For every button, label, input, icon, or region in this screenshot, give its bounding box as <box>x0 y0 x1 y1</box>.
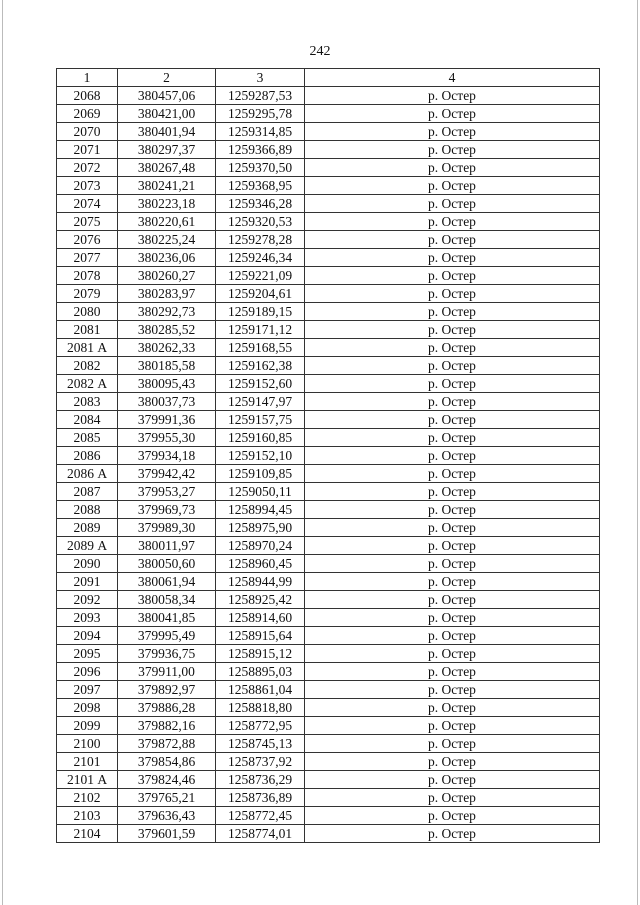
y-coordinate-cell: 1259287,53 <box>216 87 305 105</box>
x-coordinate-cell: 379989,30 <box>118 519 216 537</box>
y-coordinate-cell: 1258915,12 <box>216 645 305 663</box>
table-row <box>57 807 600 825</box>
column-header: 2 <box>118 69 216 87</box>
page-number: 242 <box>309 44 331 59</box>
table-row <box>57 177 600 195</box>
table-header-row <box>57 69 600 87</box>
table-row <box>57 825 600 843</box>
point-number-cell: 2088 <box>57 501 118 519</box>
point-number-cell: 2089 А <box>57 537 118 555</box>
x-coordinate-cell: 379882,16 <box>118 717 216 735</box>
point-number-cell: 2076 <box>57 231 118 249</box>
table-row <box>57 591 600 609</box>
table-row <box>57 321 600 339</box>
point-number-cell: 2101 А <box>57 771 118 789</box>
point-number-cell: 2073 <box>57 177 118 195</box>
point-number-cell: 2092 <box>57 591 118 609</box>
x-coordinate-cell: 380236,06 <box>118 249 216 267</box>
y-coordinate-cell: 1259346,28 <box>216 195 305 213</box>
x-coordinate-cell: 380061,94 <box>118 573 216 591</box>
table-row <box>57 483 600 501</box>
point-number-cell: 2072 <box>57 159 118 177</box>
description-cell: р. Остер <box>305 105 600 123</box>
x-coordinate-cell: 379886,28 <box>118 699 216 717</box>
y-coordinate-cell: 1258774,01 <box>216 825 305 843</box>
point-number-cell: 2101 <box>57 753 118 771</box>
point-number-cell: 2084 <box>57 411 118 429</box>
description-cell: р. Остер <box>305 429 600 447</box>
table-row <box>57 465 600 483</box>
point-number-cell: 2078 <box>57 267 118 285</box>
description-cell: р. Остер <box>305 483 600 501</box>
x-coordinate-cell: 380241,21 <box>118 177 216 195</box>
x-coordinate-cell: 380457,06 <box>118 87 216 105</box>
x-coordinate-cell: 379942,42 <box>118 465 216 483</box>
y-coordinate-cell: 1259152,60 <box>216 375 305 393</box>
x-coordinate-cell: 380220,61 <box>118 213 216 231</box>
description-cell: р. Остер <box>305 681 600 699</box>
point-number-cell: 2081 А <box>57 339 118 357</box>
table-row <box>57 195 600 213</box>
y-coordinate-cell: 1258737,92 <box>216 753 305 771</box>
description-cell: р. Остер <box>305 195 600 213</box>
table-body <box>57 87 600 843</box>
point-number-cell: 2082 <box>57 357 118 375</box>
description-cell: р. Остер <box>305 789 600 807</box>
x-coordinate-cell: 380292,73 <box>118 303 216 321</box>
y-coordinate-cell: 1258960,45 <box>216 555 305 573</box>
point-number-cell: 2071 <box>57 141 118 159</box>
description-cell: р. Остер <box>305 411 600 429</box>
description-cell: р. Остер <box>305 249 600 267</box>
point-number-cell: 2081 <box>57 321 118 339</box>
table-row <box>57 519 600 537</box>
y-coordinate-cell: 1258915,64 <box>216 627 305 645</box>
x-coordinate-cell: 380050,60 <box>118 555 216 573</box>
y-coordinate-cell: 1259152,10 <box>216 447 305 465</box>
x-coordinate-cell: 379765,21 <box>118 789 216 807</box>
table-row <box>57 267 600 285</box>
point-number-cell: 2068 <box>57 87 118 105</box>
description-cell: р. Остер <box>305 609 600 627</box>
x-coordinate-cell: 380185,58 <box>118 357 216 375</box>
y-coordinate-cell: 1258970,24 <box>216 537 305 555</box>
x-coordinate-cell: 379991,36 <box>118 411 216 429</box>
point-number-cell: 2095 <box>57 645 118 663</box>
column-header: 1 <box>57 69 118 87</box>
table-row <box>57 501 600 519</box>
y-coordinate-cell: 1258994,45 <box>216 501 305 519</box>
x-coordinate-cell: 379969,73 <box>118 501 216 519</box>
table-row <box>57 645 600 663</box>
table-row <box>57 231 600 249</box>
y-coordinate-cell: 1259295,78 <box>216 105 305 123</box>
x-coordinate-cell: 380401,94 <box>118 123 216 141</box>
description-cell: р. Остер <box>305 447 600 465</box>
column-header: 3 <box>216 69 305 87</box>
description-cell: р. Остер <box>305 645 600 663</box>
point-number-cell: 2082 А <box>57 375 118 393</box>
x-coordinate-cell: 379936,75 <box>118 645 216 663</box>
description-cell: р. Остер <box>305 177 600 195</box>
x-coordinate-cell: 379872,88 <box>118 735 216 753</box>
table-row <box>57 447 600 465</box>
y-coordinate-cell: 1259147,97 <box>216 393 305 411</box>
point-number-cell: 2075 <box>57 213 118 231</box>
description-cell: р. Остер <box>305 519 600 537</box>
y-coordinate-cell: 1259221,09 <box>216 267 305 285</box>
point-number-cell: 2074 <box>57 195 118 213</box>
y-coordinate-cell: 1258914,60 <box>216 609 305 627</box>
x-coordinate-cell: 380037,73 <box>118 393 216 411</box>
x-coordinate-cell: 379636,43 <box>118 807 216 825</box>
y-coordinate-cell: 1258975,90 <box>216 519 305 537</box>
description-cell: р. Остер <box>305 699 600 717</box>
description-cell: р. Остер <box>305 591 600 609</box>
x-coordinate-cell: 379601,59 <box>118 825 216 843</box>
x-coordinate-cell: 380283,97 <box>118 285 216 303</box>
table-row <box>57 789 600 807</box>
x-coordinate-cell: 380225,24 <box>118 231 216 249</box>
point-number-cell: 2089 <box>57 519 118 537</box>
point-number-cell: 2104 <box>57 825 118 843</box>
description-cell: р. Остер <box>305 825 600 843</box>
point-number-cell: 2070 <box>57 123 118 141</box>
x-coordinate-cell: 380260,27 <box>118 267 216 285</box>
description-cell: р. Остер <box>305 123 600 141</box>
table-row <box>57 105 600 123</box>
table-row <box>57 609 600 627</box>
y-coordinate-cell: 1258736,89 <box>216 789 305 807</box>
description-cell: р. Остер <box>305 393 600 411</box>
table-row <box>57 159 600 177</box>
table-row <box>57 393 600 411</box>
y-coordinate-cell: 1259246,34 <box>216 249 305 267</box>
point-number-cell: 2103 <box>57 807 118 825</box>
y-coordinate-cell: 1258745,13 <box>216 735 305 753</box>
table-row <box>57 123 600 141</box>
x-coordinate-cell: 380297,37 <box>118 141 216 159</box>
point-number-cell: 2099 <box>57 717 118 735</box>
description-cell: р. Остер <box>305 285 600 303</box>
x-coordinate-cell: 380095,43 <box>118 375 216 393</box>
x-coordinate-cell: 379934,18 <box>118 447 216 465</box>
y-coordinate-cell: 1259168,55 <box>216 339 305 357</box>
point-number-cell: 2069 <box>57 105 118 123</box>
description-cell: р. Остер <box>305 573 600 591</box>
description-cell: р. Остер <box>305 717 600 735</box>
table-row <box>57 735 600 753</box>
x-coordinate-cell: 380421,00 <box>118 105 216 123</box>
x-coordinate-cell: 380058,34 <box>118 591 216 609</box>
description-cell: р. Остер <box>305 555 600 573</box>
point-number-cell: 2090 <box>57 555 118 573</box>
table-row <box>57 87 600 105</box>
table-row <box>57 753 600 771</box>
point-number-cell: 2096 <box>57 663 118 681</box>
y-coordinate-cell: 1258895,03 <box>216 663 305 681</box>
point-number-cell: 2098 <box>57 699 118 717</box>
x-coordinate-cell: 379854,86 <box>118 753 216 771</box>
point-number-cell: 2079 <box>57 285 118 303</box>
table-row <box>57 285 600 303</box>
table-row <box>57 249 600 267</box>
table-row <box>57 303 600 321</box>
description-cell: р. Остер <box>305 753 600 771</box>
description-cell: р. Остер <box>305 231 600 249</box>
table-row <box>57 429 600 447</box>
y-coordinate-cell: 1259050,11 <box>216 483 305 501</box>
x-coordinate-cell: 380011,97 <box>118 537 216 555</box>
description-cell: р. Остер <box>305 627 600 645</box>
x-coordinate-cell: 379955,30 <box>118 429 216 447</box>
y-coordinate-cell: 1259160,85 <box>216 429 305 447</box>
x-coordinate-cell: 379953,27 <box>118 483 216 501</box>
point-number-cell: 2100 <box>57 735 118 753</box>
point-number-cell: 2086 <box>57 447 118 465</box>
point-number-cell: 2093 <box>57 609 118 627</box>
y-coordinate-cell: 1259204,61 <box>216 285 305 303</box>
description-cell: р. Остер <box>305 213 600 231</box>
column-header: 4 <box>305 69 600 87</box>
point-number-cell: 2080 <box>57 303 118 321</box>
point-number-cell: 2087 <box>57 483 118 501</box>
coordinates-table <box>56 68 600 843</box>
table-row <box>57 663 600 681</box>
point-number-cell: 2085 <box>57 429 118 447</box>
table-row <box>57 375 600 393</box>
y-coordinate-cell: 1259162,38 <box>216 357 305 375</box>
table-row <box>57 411 600 429</box>
y-coordinate-cell: 1258925,42 <box>216 591 305 609</box>
point-number-cell: 2102 <box>57 789 118 807</box>
y-coordinate-cell: 1259366,89 <box>216 141 305 159</box>
description-cell: р. Остер <box>305 267 600 285</box>
point-number-cell: 2097 <box>57 681 118 699</box>
table-row <box>57 573 600 591</box>
x-coordinate-cell: 380041,85 <box>118 609 216 627</box>
y-coordinate-cell: 1259370,50 <box>216 159 305 177</box>
description-cell: р. Остер <box>305 339 600 357</box>
table-row <box>57 681 600 699</box>
description-cell: р. Остер <box>305 663 600 681</box>
y-coordinate-cell: 1258818,80 <box>216 699 305 717</box>
description-cell: р. Остер <box>305 807 600 825</box>
table-row <box>57 771 600 789</box>
y-coordinate-cell: 1258772,45 <box>216 807 305 825</box>
x-coordinate-cell: 380285,52 <box>118 321 216 339</box>
table-row <box>57 339 600 357</box>
y-coordinate-cell: 1259109,85 <box>216 465 305 483</box>
y-coordinate-cell: 1258772,95 <box>216 717 305 735</box>
description-cell: р. Остер <box>305 357 600 375</box>
page-left-edge <box>2 0 3 905</box>
description-cell: р. Остер <box>305 159 600 177</box>
description-cell: р. Остер <box>305 771 600 789</box>
table-row <box>57 717 600 735</box>
table-row <box>57 213 600 231</box>
x-coordinate-cell: 380267,48 <box>118 159 216 177</box>
y-coordinate-cell: 1258736,29 <box>216 771 305 789</box>
y-coordinate-cell: 1259278,28 <box>216 231 305 249</box>
y-coordinate-cell: 1259157,75 <box>216 411 305 429</box>
table-row <box>57 699 600 717</box>
x-coordinate-cell: 379824,46 <box>118 771 216 789</box>
y-coordinate-cell: 1258861,04 <box>216 681 305 699</box>
x-coordinate-cell: 379995,49 <box>118 627 216 645</box>
page-right-edge <box>637 0 638 905</box>
point-number-cell: 2077 <box>57 249 118 267</box>
table-row <box>57 357 600 375</box>
y-coordinate-cell: 1259171,12 <box>216 321 305 339</box>
x-coordinate-cell: 380223,18 <box>118 195 216 213</box>
description-cell: р. Остер <box>305 141 600 159</box>
description-cell: р. Остер <box>305 375 600 393</box>
y-coordinate-cell: 1259314,85 <box>216 123 305 141</box>
y-coordinate-cell: 1259368,95 <box>216 177 305 195</box>
description-cell: р. Остер <box>305 87 600 105</box>
y-coordinate-cell: 1259189,15 <box>216 303 305 321</box>
point-number-cell: 2091 <box>57 573 118 591</box>
point-number-cell: 2086 А <box>57 465 118 483</box>
point-number-cell: 2083 <box>57 393 118 411</box>
x-coordinate-cell: 379911,00 <box>118 663 216 681</box>
y-coordinate-cell: 1258944,99 <box>216 573 305 591</box>
description-cell: р. Остер <box>305 303 600 321</box>
description-cell: р. Остер <box>305 735 600 753</box>
description-cell: р. Остер <box>305 537 600 555</box>
point-number-cell: 2094 <box>57 627 118 645</box>
description-cell: р. Остер <box>305 321 600 339</box>
x-coordinate-cell: 379892,97 <box>118 681 216 699</box>
table-row <box>57 537 600 555</box>
y-coordinate-cell: 1259320,53 <box>216 213 305 231</box>
table-row <box>57 555 600 573</box>
description-cell: р. Остер <box>305 501 600 519</box>
x-coordinate-cell: 380262,33 <box>118 339 216 357</box>
description-cell: р. Остер <box>305 465 600 483</box>
table-row <box>57 627 600 645</box>
table-row <box>57 141 600 159</box>
